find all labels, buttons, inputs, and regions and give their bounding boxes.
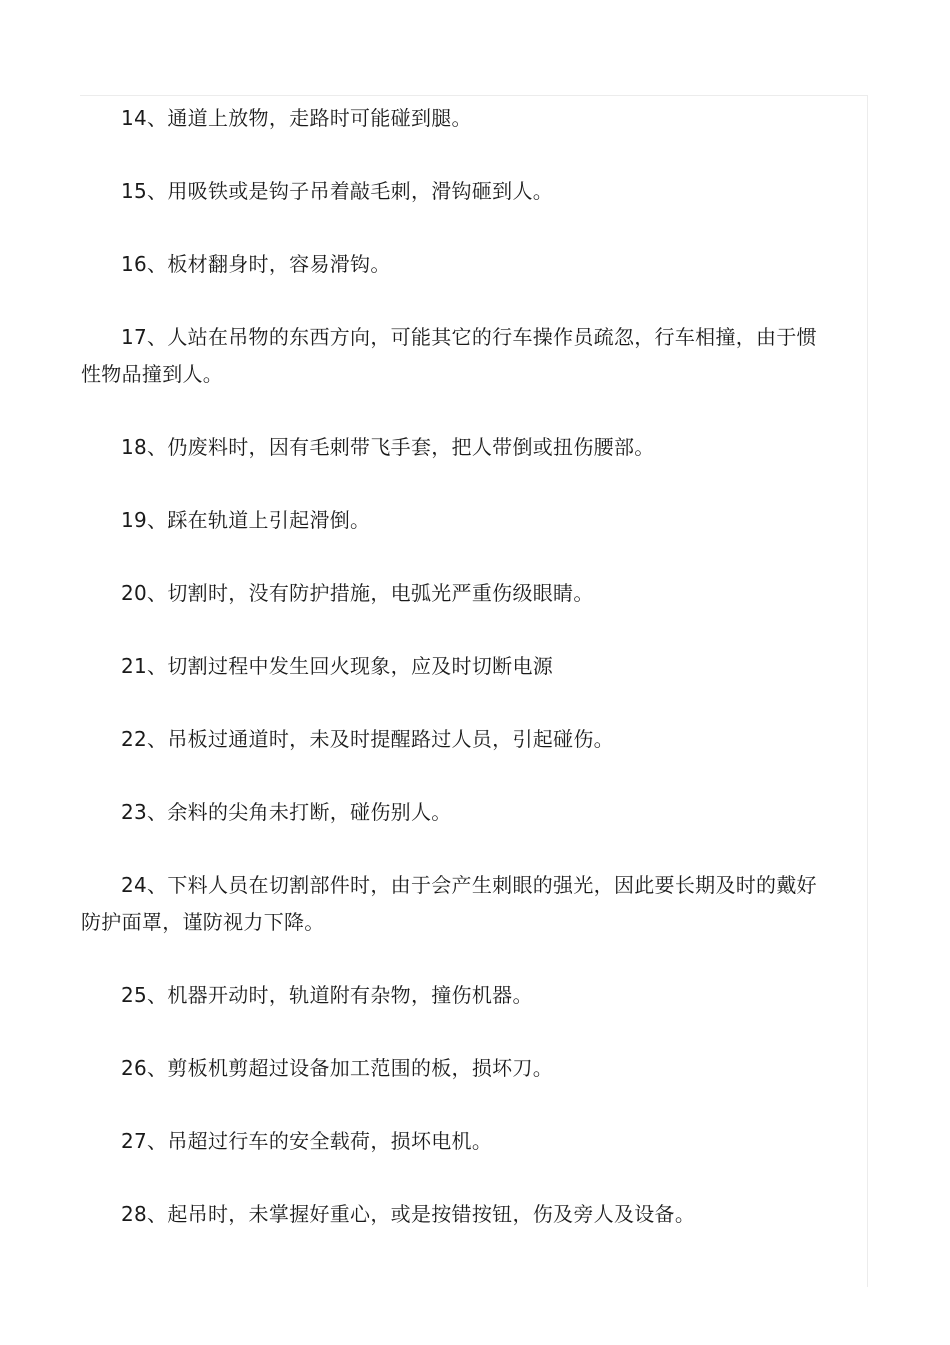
list-item: 22、吊板过通道时，未及时提醒路过人员，引起碰伤。 [121, 727, 614, 751]
list-item: 26、剪板机剪超过设备加工范围的板，损坏刀。 [121, 1056, 554, 1080]
list-item: 16、板材翻身时，容易滑钩。 [121, 252, 391, 276]
list-item: 27、吊超过行车的安全载荷，损坏电机。 [121, 1129, 493, 1153]
list-item: 14、通道上放物，走路时可能碰到腿。 [121, 106, 472, 130]
list-item: 15、用吸铁或是钩子吊着敲毛刺，滑钩砸到人。 [121, 179, 554, 203]
list-item: 21、切割过程中发生回火现象，应及时切断电源 [121, 654, 554, 678]
list-item: 25、机器开动时，轨道附有杂物，撞伤机器。 [121, 983, 533, 1007]
list-item: 17、人站在吊物的东西方向，可能其它的行车操作员疏忽，行车相撞，由于惯性物品撞到人。 [81, 325, 817, 386]
list-item: 20、切割时，没有防护措施，电弧光严重伤级眼睛。 [121, 581, 594, 605]
list-item: 28、起吊时，未掌握好重心，或是按错按钮，伤及旁人及设备。 [121, 1202, 696, 1226]
list-item: 18、仍废料时，因有毛刺带飞手套，把人带倒或扭伤腰部。 [121, 435, 655, 459]
list-item: 23、余料的尖角未打断，碰伤别人。 [121, 800, 452, 824]
document-body [81, 100, 821, 1269]
list-item: 19、踩在轨道上引起滑倒。 [121, 508, 371, 532]
list-item: 24、下料人员在切割部件时，由于会产生刺眼的强光，因此要长期及时的戴好防护面罩，谨防视力下降。 [81, 873, 817, 934]
